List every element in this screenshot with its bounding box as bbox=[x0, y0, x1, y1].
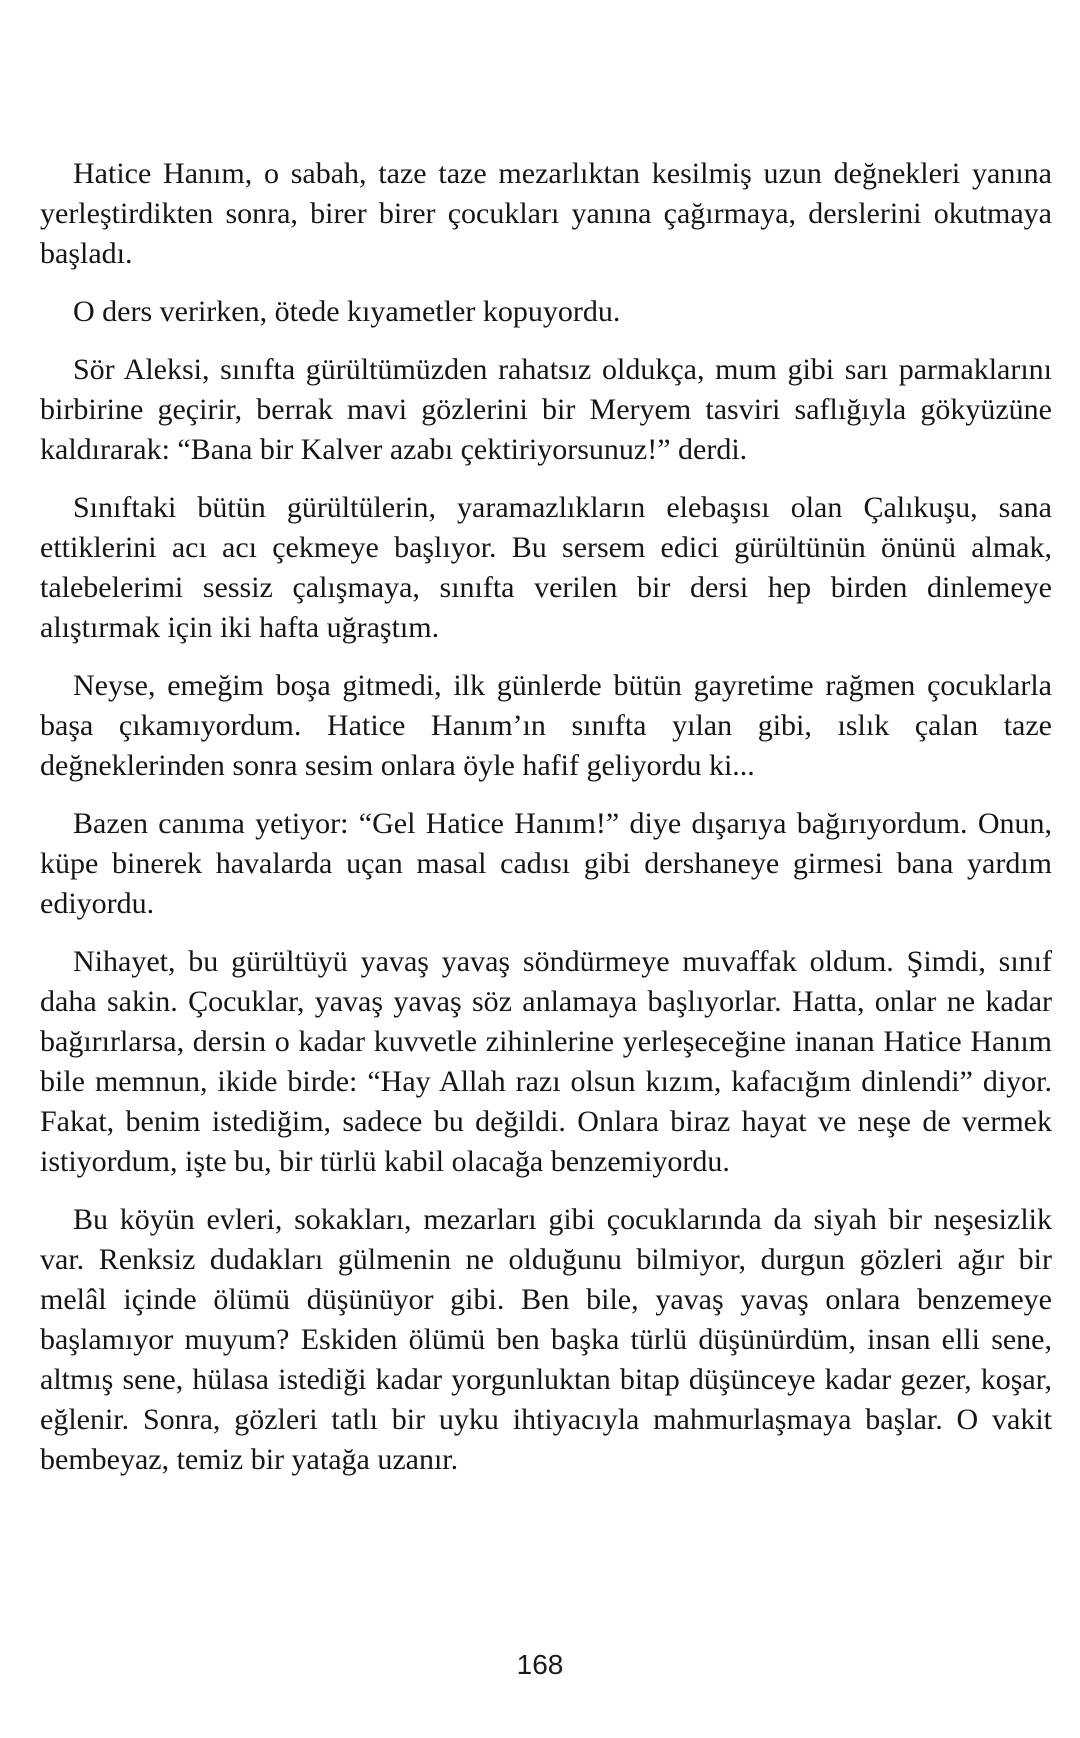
paragraph-5: Neyse, emeğim boşa gitmedi, ilk günlerde bütün gayretime rağmen çocuklarla başa çıkamıyordum. Hatice Hanım’ın sınıfta yılan gibi, ıslık çalan taze değneklerinden sonra sesim onlara öyle hafif geliyordu ki... bbox=[40, 669, 1052, 782]
paragraph-3: Sör Aleksi, sınıfta gürültümüzden rahatsız oldukça, mum gibi sarı parmaklarını birbirine geçirir, berrak mavi gözlerini bir Meryem tasviri saflığıyla gökyüzüne kaldırarak: “Bana bir Kalver azabı çektiriyorsunuz!” derdi. bbox=[40, 353, 1052, 466]
page-text-body bbox=[40, 154, 1052, 1480]
page-number: 168 bbox=[516, 1649, 564, 1680]
paragraph-4: Sınıftaki bütün gürültülerin, yaramazlıkların elebaşısı olan Çalıkuşu, sana ettiklerini acı acı çekmeye başlıyor. Bu sersem edici gürültünün önünü almak, talebelerimi sessiz çalışmaya, sınıfta verilen bir dersi hep birden dinlemeye alıştırmak için iki hafta uğraştım. bbox=[40, 491, 1052, 644]
paragraph-8: Bu köyün evleri, sokakları, mezarları gibi çocuklarında da siyah bir neşesizlik var. Renksiz dudakları gülmenin ne olduğunu bilmiyor, durgun gözleri ağır bir melâl içinde ölümü düşünüyor gibi. Ben bile, yavaş yavaş onlara benzemeye başlamıyor muyum? Eskiden ölümü ben başka türlü düşünürdüm, insan elli sene, altmış sene, hülasa istediği kadar yorgunluktan bitap düşünceye kadar gezer, koşar, eğlenir. Sonra, gözleri tatlı bir uyku ihtiyacıyla mahmurlaşmaya başlar. O vakit bembeyaz, temiz bir yatağa uzanır. bbox=[40, 1203, 1052, 1476]
paragraph-1: Hatice Hanım, o sabah, taze taze mezarlıktan kesilmiş uzun değnekleri yanına yerleştirdikten sonra, birer birer çocukları yanına çağırmaya, derslerini okutmaya başladı. bbox=[40, 157, 1052, 270]
paragraph-2: O ders verirken, ötede kıyametler kopuyordu. bbox=[73, 295, 621, 328]
paragraph-7: Nihayet, bu gürültüyü yavaş yavaş söndürmeye muvaffak oldum. Şimdi, sınıf daha sakin. Çocuklar, yavaş yavaş söz anlamaya başlıyorlar. Hatta, onlar ne kadar bağırırlarsa, dersin o kadar kuvvetle zihinlerine yerleşeceğine inanan Hatice Hanım bile memnun, ikide birde: “Hay Allah razı olsun kızım, kafacığım dinlendi” diyor. Fakat, benim istediğim, sadece bu değildi. Onlara biraz hayat ve neşe de vermek istiyordum, işte bu, bir türlü kabil olacağa benzemiyordu. bbox=[40, 945, 1052, 1178]
paragraph-6: Bazen canıma yetiyor: “Gel Hatice Hanım!” diye dışarıya bağırıyordum. Onun, küpe binerek havalarda uçan masal cadısı gibi dershaneye girmesi bana yardım ediyordu. bbox=[40, 807, 1052, 920]
